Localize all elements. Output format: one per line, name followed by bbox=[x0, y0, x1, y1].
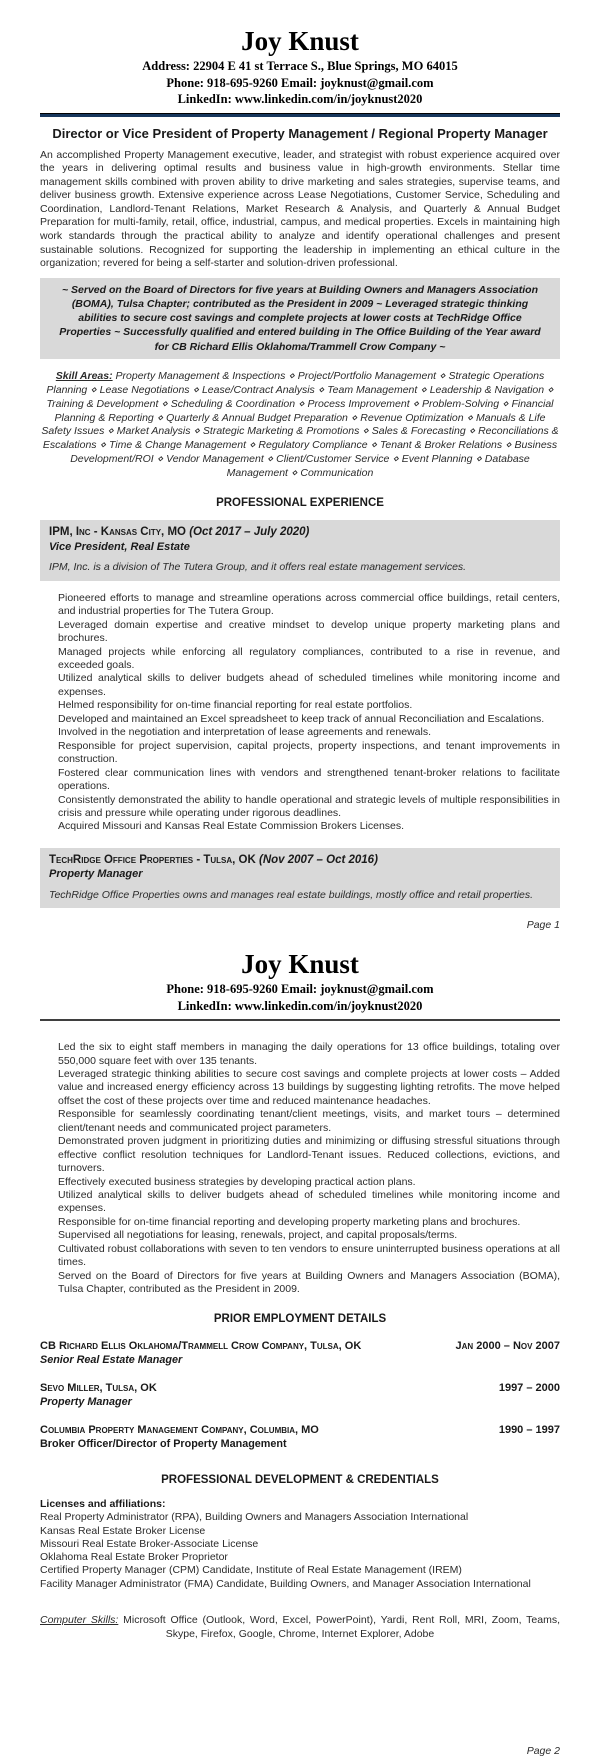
company-name: IPM, Inc - Kansas City, MO bbox=[49, 526, 186, 539]
bullet-item: Responsible for on-time financial reporting and developing property marketing plans and brochures. bbox=[58, 1215, 521, 1228]
job-dates: (Nov 2007 – Oct 2016) bbox=[259, 853, 378, 866]
bullet-item: Fostered clear communication lines with vendors and strengthened tenant-broker relations to facilitate operations. bbox=[58, 766, 560, 793]
contact-block bbox=[40, 981, 560, 1014]
license-item: Real Property Administrator (RPA), Building Owners and Managers Association International bbox=[40, 1511, 469, 1524]
section-heading-credentials: PROFESSIONAL DEVELOPMENT & CREDENTIALS bbox=[161, 1473, 439, 1486]
linkedin-line: LinkedIn: www.linkedin.com/in/joyknust2020 bbox=[177, 998, 423, 1013]
job-bullet-list-ipm bbox=[40, 592, 560, 834]
company-name: Columbia Property Management Company, Columbia, MO bbox=[40, 1423, 319, 1436]
prior-job-columbia bbox=[40, 1423, 560, 1451]
company-description: IPM, Inc. is a division of The Tutera Group, and it offers real estate management services. bbox=[49, 561, 467, 574]
address-line: Address: 22904 E 41 st Terrace S., Blue Springs, MO 64015 bbox=[142, 59, 458, 73]
bullet-item: Leveraged domain expertise and creative mindset to develop unique property marketing plans and brochures. bbox=[58, 618, 560, 645]
license-item: Kansas Real Estate Broker License bbox=[40, 1524, 206, 1537]
job-role: Broker Officer/Director of Property Management bbox=[40, 1437, 287, 1450]
candidate-name: Joy Knust bbox=[241, 26, 359, 56]
page-number-label: Page 1 bbox=[526, 919, 560, 932]
license-item: Oklahoma Real Estate Broker Proprietor bbox=[40, 1551, 228, 1564]
phone-email-line: Phone: 918-695-9260 Email: joyknust@gmail.com bbox=[166, 982, 434, 997]
summary-paragraph: An accomplished Property Management executive, leader, and strategist with robust experience acquired over the years in delivering optimal results and business value in high-growth environments. Stellar time management skills combined with proven ability to drive marketing and sales strategies, supervise teams, and deliver business growth. Extensive experience across Lease Negotiations, Customer Service, Scheduling and Coordination, Landlord-Tenant Relations, Market Research & Analysis, and Quarterly & Annual Budget Preparation for multi-family, retail, office, industrial, campus, and medical properties. Excels in maintaining high work standards through the practical ability to analyze and identify operational challenges and present sustainable solutions. Recognized for supporting the leadership in implementing an ethical culture in the organization; revered for being a self-starter and solution-driven professional. bbox=[40, 148, 560, 270]
bullet-item: Supervised all negotiations for leasing, renewals, project, and capital proposals/terms. bbox=[58, 1229, 458, 1242]
job-dates: (Oct 2017 – July 2020) bbox=[189, 526, 310, 539]
job-header-ipm bbox=[40, 520, 560, 581]
job-header-techridge bbox=[40, 848, 560, 909]
license-item: Facility Manager Administrator (FMA) Candidate, Building Owners, and Manager Association International bbox=[40, 1577, 531, 1590]
job-bullet-list-techridge bbox=[40, 1041, 560, 1297]
bullet-item: Leveraged strategic thinking abilities to secure cost savings and complete projects at lower costs – Added value and increased energy efficiency across 13 buildings by suggesting lighting retrofits. The move helped offset the cost of these projects over time and reduced maintenance headaches. bbox=[58, 1067, 560, 1107]
candidate-name: Joy Knust bbox=[241, 949, 359, 980]
job-role: Property Manager bbox=[40, 1395, 132, 1408]
prior-job-row bbox=[40, 1339, 560, 1353]
licenses-label: Licenses and affiliations: bbox=[40, 1497, 166, 1510]
resume-page-2 bbox=[0, 933, 600, 1759]
section-heading-prior-employment: PRIOR EMPLOYMENT DETAILS bbox=[213, 1312, 387, 1325]
company-name: TechRidge Office Properties - Tulsa, OK bbox=[49, 853, 256, 866]
header-divider bbox=[40, 1019, 560, 1021]
license-item: Missouri Real Estate Broker-Associate License bbox=[40, 1537, 259, 1550]
prior-job-sevo bbox=[40, 1381, 560, 1409]
skill-areas-text: Property Management & Inspections ⋄ Project/Portfolio Management ⋄ Strategic Operations Planning ⋄ Lease Negotiations ⋄ Lease/Contract Analysis ⋄ Team Management ⋄ Leadership & Navigation ⋄ Training & Development ⋄ Scheduling & Coordination ⋄ Process Improvement ⋄ Problem-Solving ⋄ Financial Planning & Reporting ⋄ Quarterly & Annual Budget Preparation ⋄ Revenue Optimization ⋄ Manuals & Life Safety Issues ⋄ Market Analysis ⋄ Strategic Marketing & Promotions ⋄ Sales & Forecasting ⋄ Reconciliations & Escalations ⋄ Time & Change Management ⋄ Regulatory Compliance ⋄ Tenant & Broker Relations ⋄ Business Development/ROI ⋄ Vendor Management ⋄ Client/Customer Service ⋄ Event Planning ⋄ Database Management ⋄ Communication bbox=[41, 369, 559, 480]
company-name: CB Richard Ellis Oklahoma/Trammell Crow Company, Tulsa, OK bbox=[40, 1339, 362, 1352]
skill-areas bbox=[40, 370, 560, 481]
job-company-line bbox=[49, 525, 551, 540]
job-dates: 1997 – 2000 bbox=[498, 1381, 560, 1394]
computer-skills bbox=[40, 1613, 560, 1641]
licenses-list bbox=[40, 1511, 560, 1591]
skill-areas-label: Skill Areas: bbox=[55, 369, 113, 382]
bullet-item: Pioneered efforts to manage and streamline operations across commercial office buildings, retail centers, and industrial properties for The Tutera Group. bbox=[58, 591, 560, 618]
job-dates: Jan 2000 – Nov 2007 bbox=[455, 1339, 560, 1352]
bullet-item: Cultivated robust collaborations with seven to ten vendors to ensure uninterrupted business operations at all times. bbox=[58, 1242, 560, 1269]
company-description: TechRidge Office Properties owns and manages real estate buildings, mostly office and retail properties. bbox=[49, 888, 534, 901]
linkedin-line: LinkedIn: www.linkedin.com/in/joyknust2020 bbox=[177, 92, 423, 106]
computer-skills-label: Computer Skills: bbox=[40, 1614, 119, 1627]
resume-headline: Director or Vice President of Property Management / Regional Property Manager bbox=[52, 125, 548, 141]
job-dates: 1990 – 1997 bbox=[498, 1423, 560, 1436]
bullet-item: Managed projects while enforcing all regulatory compliances, contributed to a rise in revenue, and exceeded goals. bbox=[58, 645, 560, 671]
job-role: Property Manager bbox=[49, 868, 143, 881]
bullet-item: Consistently demonstrated the ability to handle operational and strategic levels of multiple responsibilities in crisis and pressure while operating under rigorous deadlines. bbox=[58, 793, 560, 819]
prior-job-row bbox=[40, 1381, 560, 1395]
bullet-item: Involved in the negotiation and interpretation of lease agreements and renewals. bbox=[58, 726, 431, 739]
prior-job-cbre bbox=[40, 1339, 560, 1367]
achievements-highlight: ~ Served on the Board of Directors for five years at Building Owners and Managers Association (BOMA), Tulsa Chapter; contributed as the President in 2009 ~ Leveraged strategic thinking abilities to secure cost savings and complete projects at lower costs at TechRidge Office Properties ~ Successfully qualified and entered building in The Office Building of the Year award for CB Richard Ellis Oklahoma/Trammell Crow Company ~ bbox=[40, 278, 560, 359]
license-item: Certified Property Manager (CPM) Candidate, Institute of Real Estate Management (IREM) bbox=[40, 1564, 462, 1577]
company-name: Sevo Miller, Tulsa, OK bbox=[40, 1381, 157, 1394]
bullet-item: Demonstrated proven judgment in prioritizing duties and minimizing or diffusing stressful situations through effective conflict resolution techniques for Landlord-Tenant issues. Reduced collections, evictions, and turnovers. bbox=[58, 1135, 560, 1175]
bullet-item: Responsible for project supervision, capital projects, property inspections, and tenant improvements in construction. bbox=[58, 739, 560, 766]
bullet-item: Developed and maintained an Excel spreadsheet to keep track of annual Reconciliation and Escalations. bbox=[58, 712, 545, 725]
section-heading-experience: PROFESSIONAL EXPERIENCE bbox=[216, 497, 384, 510]
bullet-item: Responsible for seamlessly coordinating tenant/client meetings, visits, and market tours – determined client/tenant needs and communicated project parameters. bbox=[58, 1108, 560, 1134]
bullet-item: Effectively executed business strategies by developing practical action plans. bbox=[58, 1175, 416, 1188]
bullet-item: Acquired Missouri and Kansas Real Estate Commission Brokers Licenses. bbox=[58, 820, 405, 833]
bullet-item: Utilized analytical skills to deliver budgets ahead of scheduled timelines while monitoring income and expenses. bbox=[58, 672, 560, 698]
page-number-label: Page 2 bbox=[526, 1745, 560, 1758]
prior-job-row bbox=[40, 1423, 560, 1437]
phone-email-line: Phone: 918-695-9260 Email: joyknust@gmail.com bbox=[166, 75, 434, 90]
bullet-item: Served on the Board of Directors for five years at Building Owners and Managers Association (BOMA), Tulsa Chapter, contributed as the President in 2009. bbox=[58, 1269, 560, 1296]
bullet-item: Led the six to eight staff members in managing the daily operations for 13 office buildings, totaling over 550,000 square feet with over 135 tenants. bbox=[58, 1041, 560, 1067]
header-divider bbox=[40, 113, 560, 117]
contact-block bbox=[40, 58, 560, 108]
bullet-item: Helmed responsibility for on-time financial reporting for real estate portfolios. bbox=[58, 699, 413, 712]
computer-skills-text: Microsoft Office (Outlook, Word, Excel, PowerPoint), Yardi, Rent Roll, MRI, Zoom, Teams, Skype, Firefox, Google, Chrome, Internet Explorer, Adobe bbox=[118, 1614, 560, 1641]
job-role: Senior Real Estate Manager bbox=[40, 1353, 183, 1366]
job-company-line bbox=[49, 853, 551, 868]
bullet-item: Utilized analytical skills to deliver budgets ahead of scheduled timelines while monitoring income and expenses. bbox=[58, 1189, 560, 1215]
job-role: Vice President, Real Estate bbox=[49, 540, 190, 553]
